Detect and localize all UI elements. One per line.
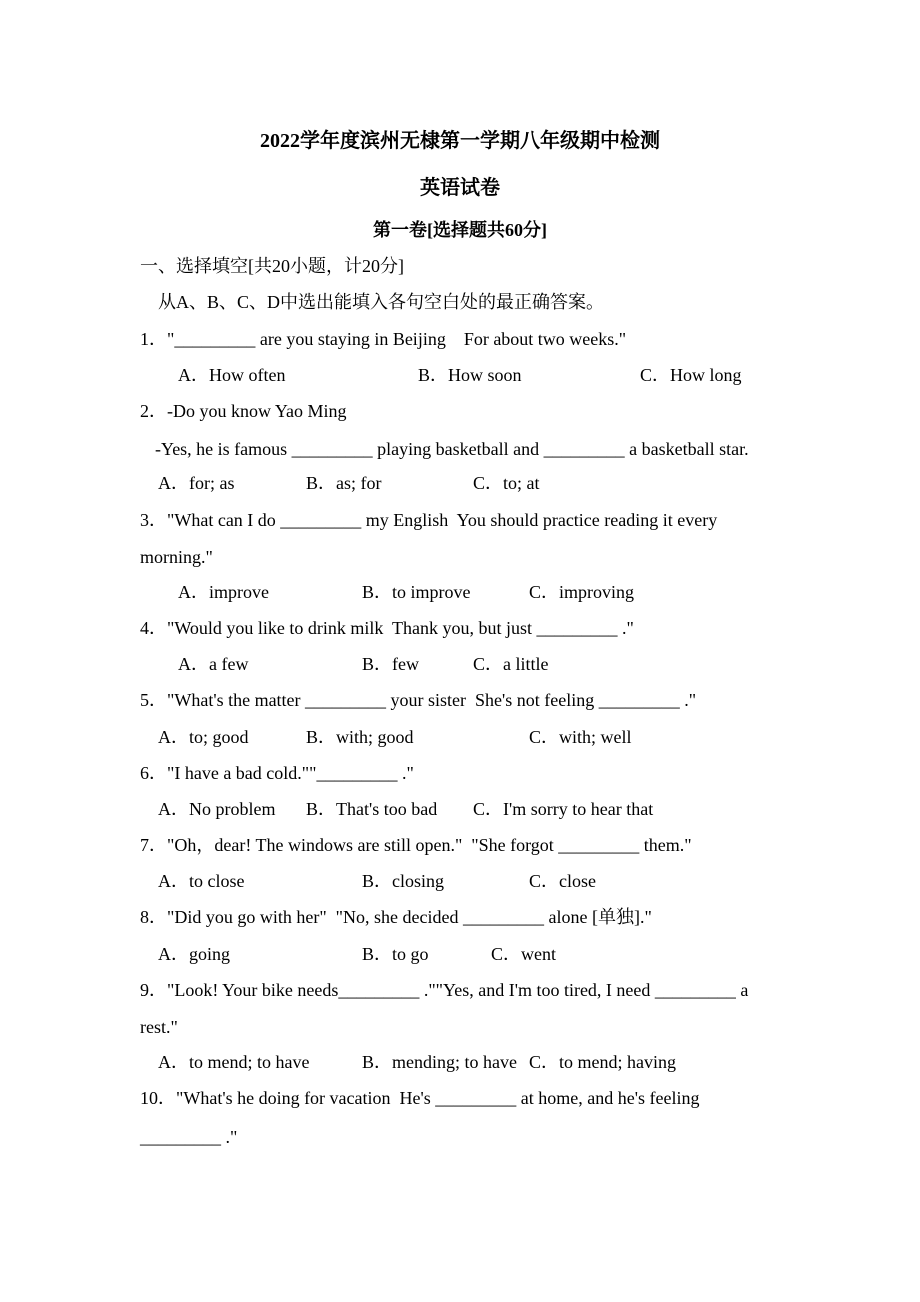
- option-c: C．improving: [529, 582, 635, 602]
- section-heading: 一、选择填空[共20小题，计20分]: [140, 256, 404, 276]
- question-text: 10．"What's he doing for vacation He's _________ at home, and he's feeling: [140, 1088, 700, 1108]
- option-c: C．How long: [640, 365, 742, 385]
- option-b: B．That's too bad: [306, 799, 438, 819]
- exam-volume: 第一卷[选择题共60分]: [373, 220, 547, 240]
- exam-subject: 英语试卷: [420, 177, 500, 199]
- option-b: B．closing: [362, 871, 445, 891]
- option-a: A．to close: [158, 871, 245, 891]
- option-a: A．How often: [178, 365, 286, 385]
- option-c: C．to mend; having: [529, 1052, 676, 1072]
- option-c: C．close: [529, 871, 596, 891]
- option-b: B．mending; to have: [362, 1052, 517, 1072]
- question-text: 5．"What's the matter _________ your sister She's not feeling _________ .": [140, 690, 697, 710]
- option-a: A．No problem: [158, 799, 276, 819]
- question-text-cont: rest.": [140, 1017, 178, 1037]
- question-text-cont: -Yes, he is famous _________ playing basketball and _________ a basketball star.: [155, 439, 749, 459]
- option-c: C．with; well: [529, 727, 632, 747]
- option-a: A．improve: [178, 582, 269, 602]
- question-text: 3．"What can I do _________ my English You should practice reading it every: [140, 510, 718, 530]
- option-c: C．a little: [473, 654, 549, 674]
- option-a: A．a few: [178, 654, 249, 674]
- question-text: 1．"_________ are you staying in Beijing For about two weeks.": [140, 329, 627, 349]
- question-text-cont: _________ .": [140, 1127, 238, 1147]
- question-text: 2．-Do you know Yao Ming: [140, 401, 347, 421]
- exam-title: 2022学年度滨州无棣第一学期八年级期中检测: [260, 130, 660, 152]
- option-b: B．few: [362, 654, 419, 674]
- option-c: C．I'm sorry to hear that: [473, 799, 654, 819]
- option-c: C．to; at: [473, 473, 540, 493]
- question-text-cont: morning.": [140, 547, 213, 567]
- question-text: 9．"Look! Your bike needs_________ .""Yes, and I'm too tired, I need _________ a: [140, 980, 749, 1000]
- option-a: A．to; good: [158, 727, 249, 747]
- section-instruction: 从A、B、C、D中选出能填入各句空白处的最正确答案。: [158, 292, 605, 312]
- option-a: A．to mend; to have: [158, 1052, 310, 1072]
- option-b: B．with; good: [306, 727, 414, 747]
- option-b: B．to go: [362, 944, 429, 964]
- option-b: B．as; for: [306, 473, 382, 493]
- question-text: 4．"Would you like to drink milk Thank you, but just _________ .": [140, 618, 634, 638]
- option-a: A．going: [158, 944, 230, 964]
- option-c: C．went: [491, 944, 556, 964]
- option-b: B．to improve: [362, 582, 471, 602]
- question-text: 6．"I have a bad cold.""_________ .": [140, 763, 414, 783]
- question-text: 8．"Did you go with her" "No, she decided _________ alone [单独].": [140, 907, 652, 927]
- option-a: A．for; as: [158, 473, 235, 493]
- option-b: B．How soon: [418, 365, 522, 385]
- question-text: 7．"Oh，dear! The windows are still open." "She forgot _________ them.": [140, 835, 692, 855]
